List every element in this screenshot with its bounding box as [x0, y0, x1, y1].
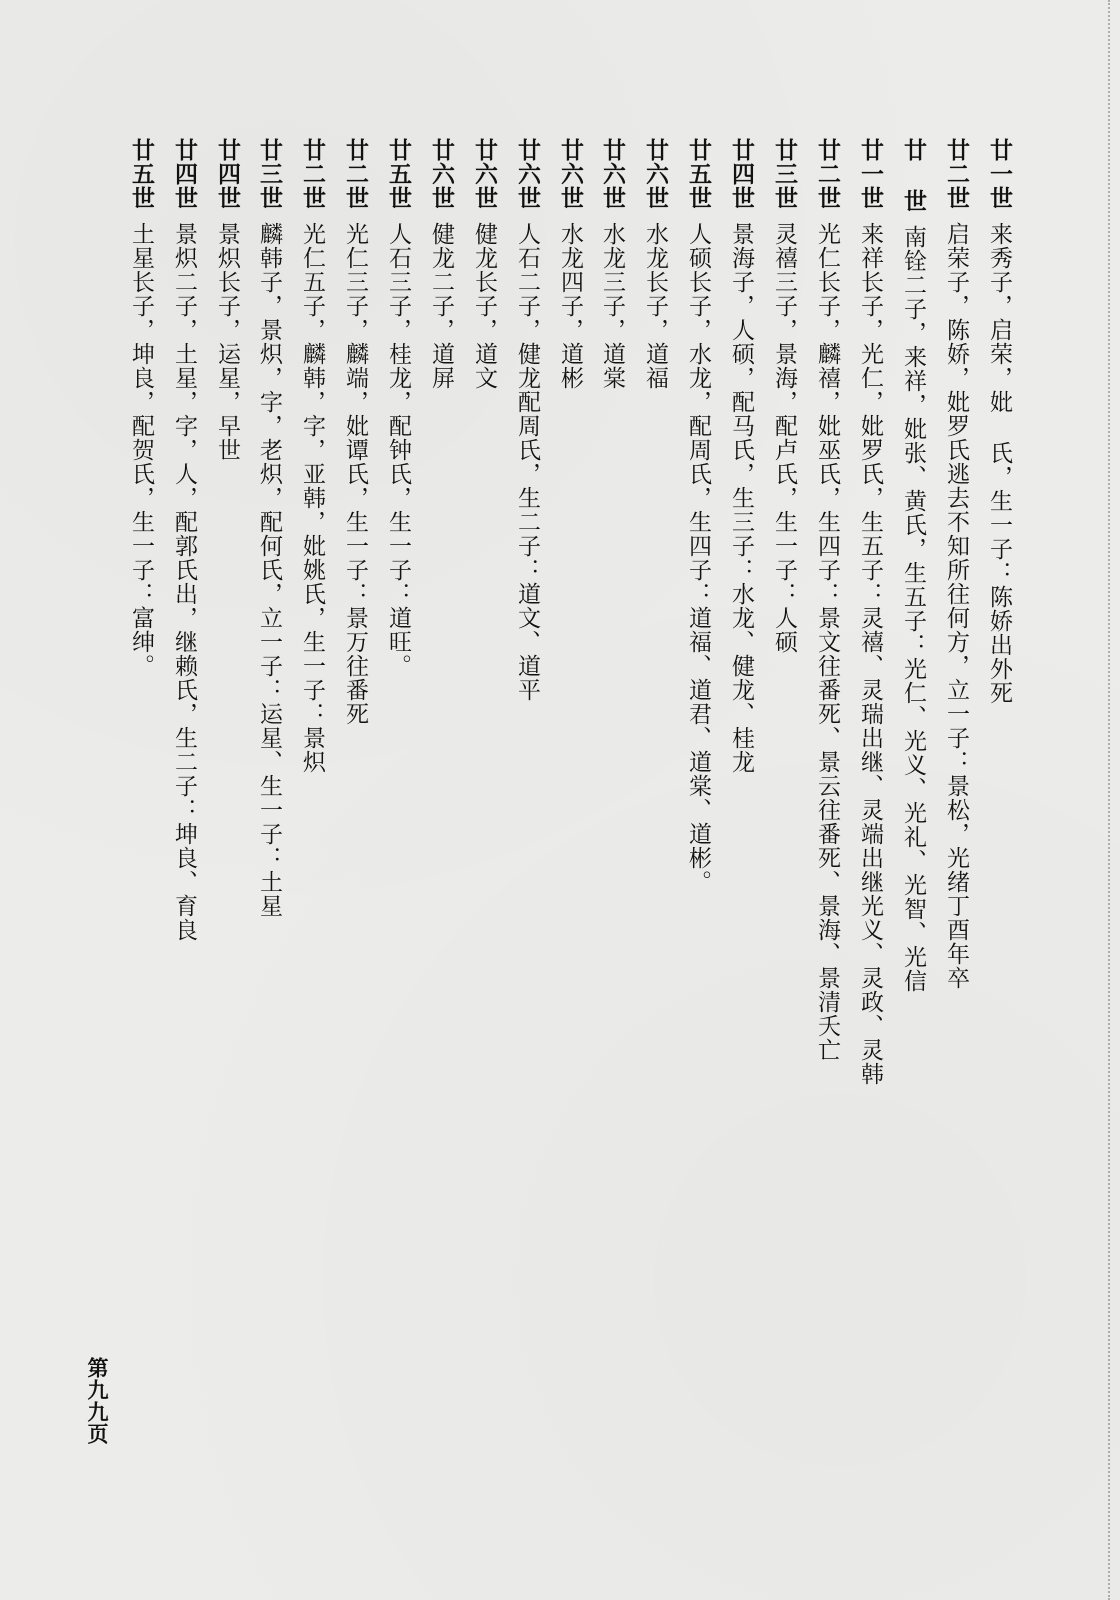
- record-text: 灵禧三子，景海，配卢氏，生一子：人硕: [771, 222, 797, 654]
- record-text: 光仁长子，麟禧，妣巫氏，生四子：景文往番死、景云往番死、景海、景清夭亡: [814, 222, 840, 1062]
- record-column: [426, 138, 456, 1178]
- record-column: [212, 138, 242, 1178]
- record-text: 光仁三子，麟端，妣谭氏，生一子：景万往番死: [342, 222, 368, 726]
- generation-label: 廿一世: [986, 138, 1012, 210]
- record-column: [512, 138, 542, 1178]
- record-text: 来祥长子，光仁，妣罗氏，生五子：灵禧、灵瑞出继、灵端出继光义、灵政、灵韩: [857, 222, 883, 1086]
- generation-label: 廿五世: [685, 138, 711, 210]
- record-text: 水龙长子，道福: [642, 222, 668, 390]
- record-column: [941, 138, 971, 1178]
- record-column: [169, 138, 199, 1178]
- generation-label: 廿六世: [514, 138, 540, 210]
- record-column: [297, 138, 327, 1178]
- generation-label: 廿六世: [471, 138, 497, 210]
- generation-label: 廿六世: [599, 138, 625, 210]
- record-column: [898, 138, 928, 1178]
- generation-label: 廿四世: [171, 138, 197, 210]
- record-text: 土星长子，坤良，配贺氏，生一子：富绅。: [128, 222, 154, 678]
- record-text: 景炽长子，运星，早世: [214, 222, 240, 462]
- record-text: 人石三子，桂龙，配钟氏，生一子：道旺。: [385, 222, 411, 678]
- record-column: [812, 138, 842, 1178]
- record-column: [340, 138, 370, 1178]
- record-column: [126, 138, 156, 1178]
- record-text: 健龙二子，道屏: [428, 222, 454, 390]
- record-column: [855, 138, 885, 1178]
- record-text: 南铨二子，来祥，妣张、黄氏，生五子：光仁、光义、光礼、光智、光信: [900, 225, 926, 993]
- generation-label: 廿五世: [128, 138, 154, 210]
- record-text: 景海子，人硕，配马氏，生三子：水龙、健龙、桂龙: [728, 222, 754, 774]
- generation-label: 廿四世: [214, 138, 240, 210]
- record-column: [469, 138, 499, 1178]
- record-text: 人硕长子，水龙，配周氏，生四子：道福、道君、道棠、道彬。: [685, 222, 711, 894]
- record-text: 水龙四子，道彬: [557, 222, 583, 390]
- record-text: 景炽二子，土星，字，人，配郭氏出，继赖氏，生二子：坤良、育良: [171, 222, 197, 942]
- generation-label: 廿六世: [557, 138, 583, 210]
- record-column: [640, 138, 670, 1178]
- record-column: [254, 138, 284, 1178]
- generation-label: 廿二世: [814, 138, 840, 210]
- record-text: 水龙三子，道棠: [599, 222, 625, 390]
- record-text: 启荣子，陈娇，妣罗氏逃去不知所往何方，立一子：景松，光绪丁酉年卒: [943, 222, 969, 990]
- generation-label: 廿三世: [256, 138, 282, 210]
- record-column: [769, 138, 799, 1178]
- record-text: 光仁五子，麟韩，字，亚韩，妣姚氏，生一子：景炽: [299, 222, 325, 774]
- generation-label: 廿二世: [299, 138, 325, 210]
- record-text: 人石二子，健龙配周氏，生二子：道文、道平: [514, 222, 540, 702]
- generation-label: 廿六世: [428, 138, 454, 210]
- generation-label: 廿二世: [943, 138, 969, 210]
- generation-label: 廿 世: [900, 138, 926, 213]
- record-column: [683, 138, 713, 1178]
- generation-label: 廿三世: [771, 138, 797, 210]
- record-text: 来秀子，启荣，妣 氏，生一子：陈娇出外死: [986, 222, 1012, 705]
- generation-label: 廿四世: [728, 138, 754, 210]
- page-edge-dots: [1108, 0, 1116, 1600]
- record-column: [597, 138, 627, 1178]
- generation-label: 廿六世: [642, 138, 668, 210]
- record-text: 健龙长子，道文: [471, 222, 497, 390]
- record-column: [555, 138, 585, 1178]
- page-number: 第九九页: [85, 1357, 109, 1445]
- record-column: [383, 138, 413, 1178]
- record-column: [726, 138, 756, 1178]
- record-text: 麟韩子，景炽，字，老炽，配何氏，立一子：运星、生一子：土星: [256, 222, 282, 918]
- record-column: [984, 138, 1014, 1178]
- generation-label: 廿五世: [385, 138, 411, 210]
- generation-label: 廿二世: [342, 138, 368, 210]
- generation-label: 廿一世: [857, 138, 883, 210]
